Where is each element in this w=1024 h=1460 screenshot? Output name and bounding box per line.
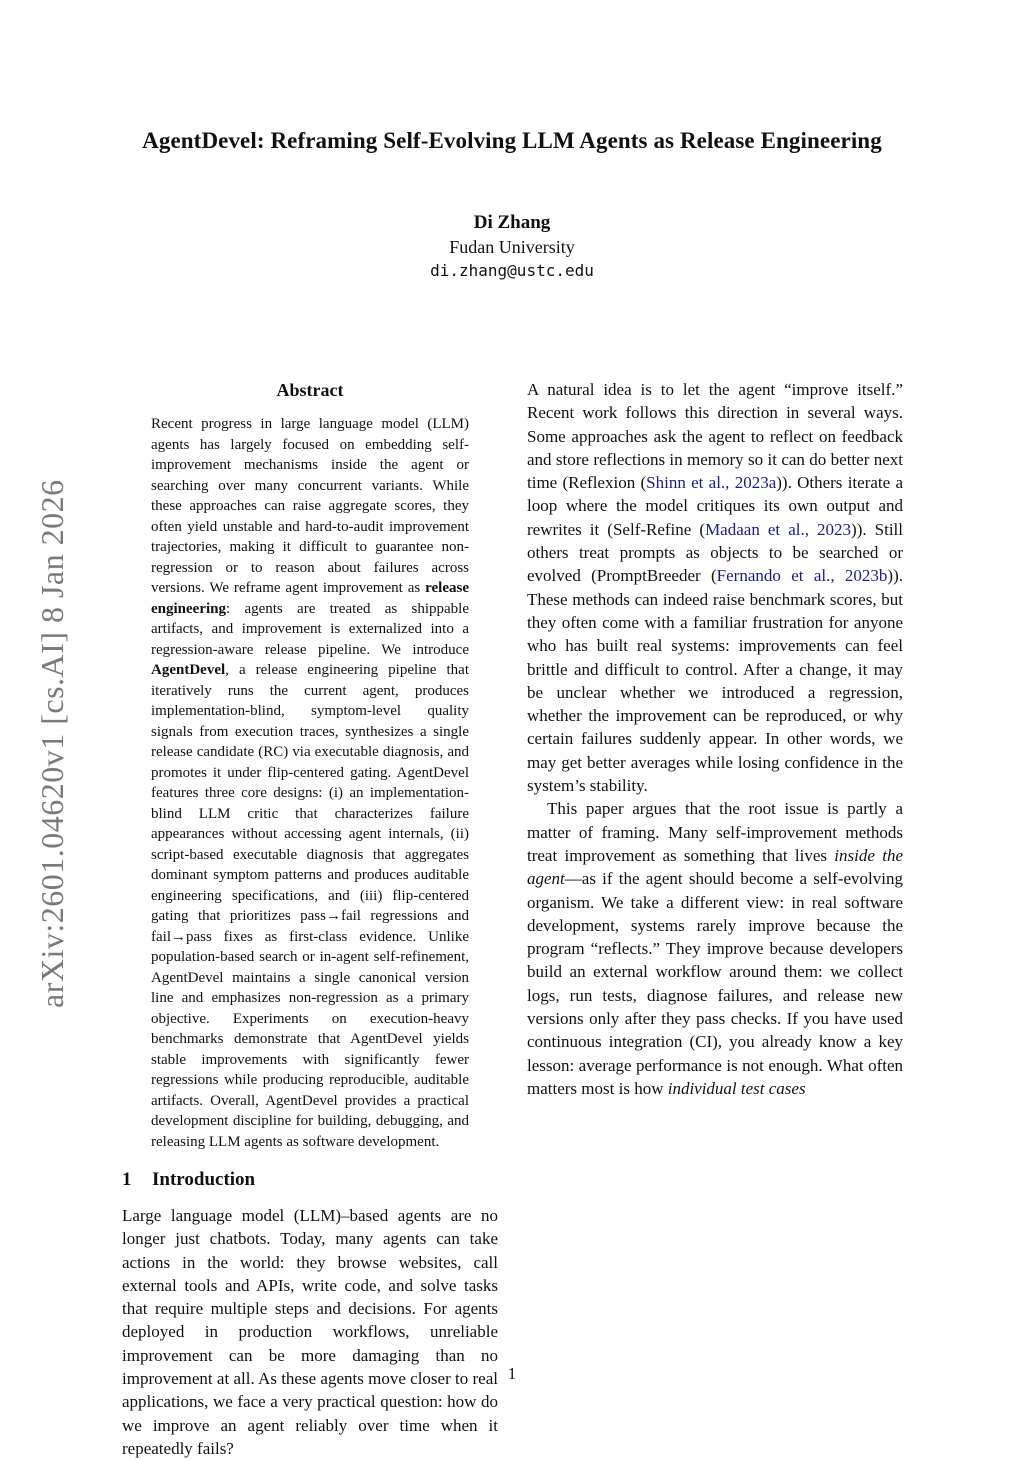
intro-left-body [122, 1204, 498, 1460]
p2-text-a: A natural idea is to let the agent “improve itself.” Recent work follows this direction in several ways. Some approaches ask the agent to reflect on feedback and store reflections in memory so it can do better next time (Reflexion ( [527, 380, 903, 493]
intro-right-body [527, 378, 903, 1100]
p3-emphasis-test-cases: individual test cases [667, 1078, 806, 1098]
p3-emphasis-inside-agent: inside the agent [527, 845, 903, 889]
p2-text-d: )). These methods can indeed raise benchmark scores, but they often come with a familiar frustration for anyone who has built real systems: improvements can feel brittle and difficult to control. After a change, it may be unclear whether we introduced a regression, whether the improvement can be reproduced, or why certain failures suddenly appear. In other words, we may get better averages while losing confidence in the system’s stability. [527, 566, 903, 796]
p3-text-a: This paper argues that the root issue is partly a matter of framing. Many self-improvement methods treat improvement as something that lives [527, 799, 903, 865]
section-number: 1 [122, 1169, 132, 1190]
abstract-bold-release-engineering: release engineering [151, 580, 469, 617]
author-affiliation: Fudan University [449, 237, 575, 257]
p3-text-b: —as if the agent should become a self-evolving organism. We take a different view: in real software development, systems rarely improve because the program “reflects.” They improve because developers build an external workflow around them: we collect logs, run tests, diagnose failures, and release new versions only after they pass checks. If you have used continuous integration (CI), you already know a key lesson: average performance is not enough. What often matters most is how [527, 869, 903, 1098]
abstract-text-1: Recent progress in large language model (LLM) agents has largely focused on embedding self-improvement mechanisms inside the agent or searching over many concurrent variants. While these approaches can raise aggregate scores, they often yield unstable and hard-to-audit improvement trajectories, making it difficult to guarantee non-regression or to reason about failures across versions. We reframe agent improvement as [151, 416, 469, 596]
abstract-text-3: , a release engineering pipeline that iteratively runs the current agent, produces implementation-blind, symptom-level quality signals from execution traces, synthesizes a single release candidate (RC) via executable diagnosis, and promotes it under flip-centered gating. AgentDevel features three core designs: (i) an implementation-blind LLM critic that characterizes failure appearances without accessing agent internals, (ii) script-based executable diagnosis that aggregates dominant symptom patterns and produces auditable engineering specifications, and (iii) flip-centered gating that prioritizes pass→fail regressions and fail→pass fixes as first-class evidence. Unlike population-based search or in-agent self-refinement, AgentDevel maintains a single canonical version line and emphasizes non-regression as a primary objective. Experiments on execution-heavy benchmarks demonstrate that AgentDevel yields stable improvements with significantly fewer regressions while producing reproducible, auditable artifacts. Overall, AgentDevel provides a practical development discipline for building, debugging, and releasing LLM agents as software development. [151, 662, 469, 1150]
right-column [527, 378, 903, 1100]
left-column [122, 378, 498, 1460]
arxiv-identifier: arXiv:2601.04620v1 [cs.AI] 8 Jan 2026 [34, 479, 70, 1008]
citation-fernando[interactable]: Fernando et al., 2023b [716, 566, 888, 586]
p2-text-c: )). Still others treat prompts as objects to be searched or evolved (PromptBreeder ( [527, 519, 904, 586]
abstract-bold-agentdevel: AgentDevel [151, 662, 226, 678]
p2-text-b: )). Others iterate a loop where the model critiques its own output and rewrites it (Self-Refine ( [527, 473, 903, 539]
author-name: Di Zhang [473, 212, 551, 233]
citation-shinn[interactable]: Shinn et al., 2023a [646, 473, 777, 493]
author-email: di.zhang@ustc.edu [430, 261, 594, 280]
paper-title: AgentDevel: Reframing Self-Evolving LLM Agents as Release Engineering [142, 128, 882, 153]
citation-madaan[interactable]: Madaan et al., 2023 [705, 519, 852, 539]
intro-paragraph-3 [527, 797, 903, 1100]
abstract-heading: Abstract [276, 380, 344, 400]
abstract-text-2: : agents are treated as shippable artifacts, and improvement is externalized into a regression-aware release pipeline. We introduce [151, 600, 469, 658]
section-title: Introduction [152, 1169, 256, 1190]
author-block [212, 210, 812, 283]
abstract-body [151, 414, 469, 1152]
section-heading-introduction [122, 1168, 498, 1192]
intro-paragraph-1: Large language model (LLM)–based agents are no longer just chatbots. Today, many agents can take actions in the world: they browse websites, call external tools and APIs, write code, and solve tasks that require multiple steps and decisions. For agents deployed in production workflows, unreliable improvement can be more damaging than no improvement at all. As these agents move closer to real applications, we face a very practical question: how do we improve an agent reliably over time when it repeatedly fails? [122, 1206, 498, 1458]
intro-paragraph-2 [527, 378, 903, 797]
page-number: 1 [507, 1364, 517, 1383]
